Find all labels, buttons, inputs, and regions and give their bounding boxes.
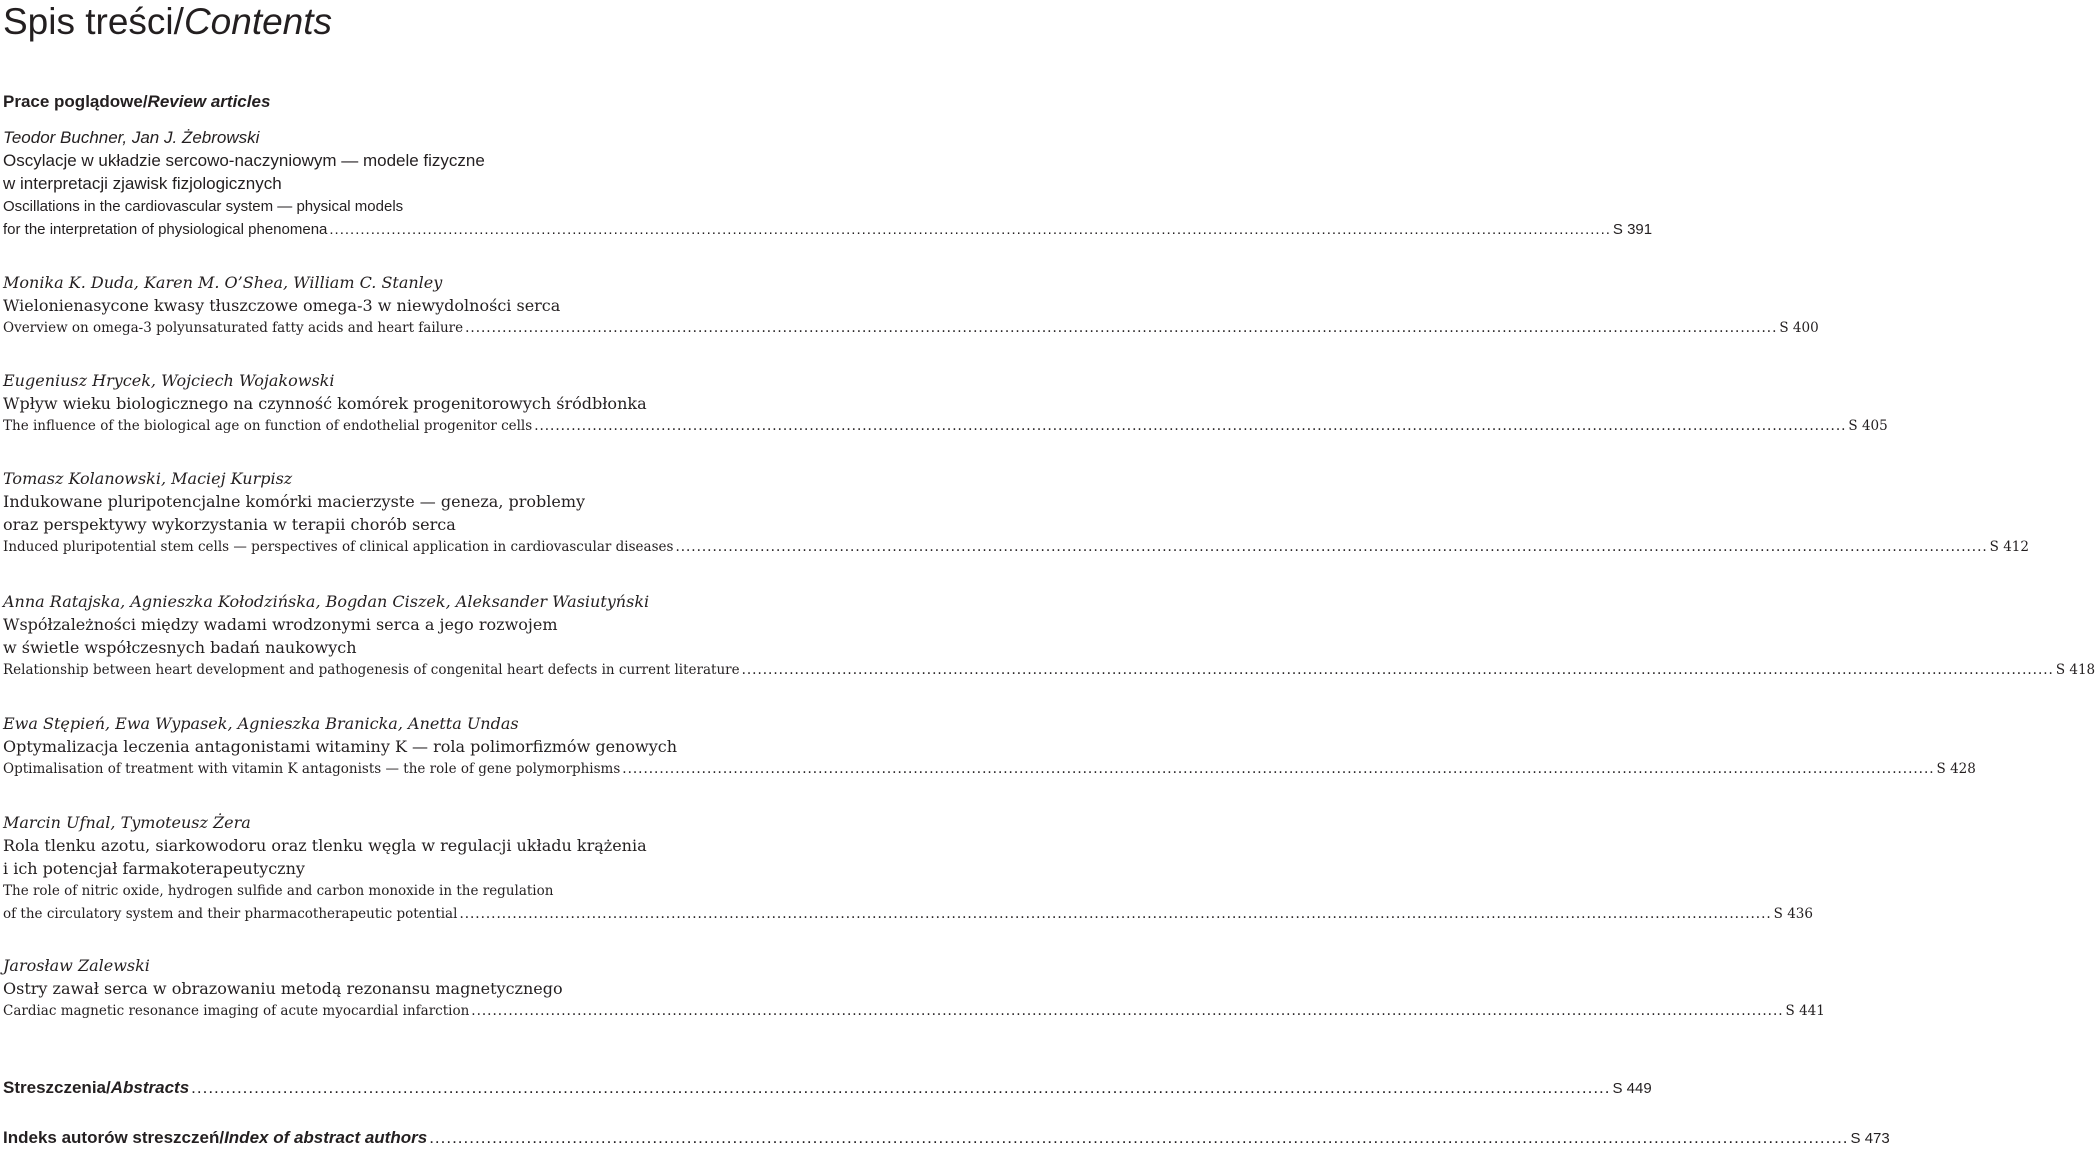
dot-leader [465, 317, 1777, 340]
page-number: S 441 [1785, 1003, 1825, 1019]
entry-authors: Monika K. Duda, Karen M. O’Shea, William C. Stanley [3, 273, 443, 292]
toc-entry-8[interactable] [3, 954, 1825, 1023]
page-number: S 436 [1773, 906, 1813, 922]
page-number: S 405 [1848, 418, 1888, 434]
entry-authors: Tomasz Kolanowski, Maciej Kurpisz [3, 469, 293, 488]
dot-leader [622, 758, 1934, 781]
dot-leader [675, 536, 1987, 559]
entry-title-pl: Indukowane pluripotencjalne komórki macierzyste — geneza, problemy [3, 492, 586, 511]
entry-title-en-with-page: Relationship between heart development and pathogenesis of congenital heart defects in current literature ..... S 418 [3, 659, 960, 682]
entry-authors: Ewa Stępień, Ewa Wypasek, Agnieszka Branicka, Anetta Undas [3, 714, 519, 733]
toc-entry-abstracts[interactable]: Streszczenia/Abstracts ..... S 449 [3, 1076, 960, 1100]
toc-entry-2[interactable] [3, 271, 1819, 340]
dot-leader [429, 1126, 1848, 1150]
toc-entry-1[interactable] [3, 126, 1653, 241]
entry-title-en-with-page: Induced pluripotential stem cells — perspectives of clinical application in cardiovascular diseases ..... S 412 [3, 536, 960, 559]
section-heading-review-articles: Prace poglądowe/Review articles [3, 92, 271, 111]
page-number: S 412 [1989, 539, 2029, 555]
dot-leader [329, 218, 1611, 241]
page-number: S 473 [1850, 1130, 1890, 1147]
entry-title-pl: Ostry zawał serca w obrazowaniu metodą rezonansu magnetycznego [3, 979, 563, 998]
page-number: S 391 [1612, 221, 1653, 238]
entry-title-en-with-page: Cardiac magnetic resonance imaging of acute myocardial infarction ..... S 441 [3, 1000, 960, 1023]
entry-title-pl: Rola tlenku azotu, siarkowodoru oraz tlenku węgla w regulacji układu krążenia [3, 836, 647, 855]
dot-leader [534, 415, 1846, 438]
entry-title-en: The role of nitric oxide, hydrogen sulfide and carbon monoxide in the regulation [3, 883, 554, 899]
page-number: S 428 [1936, 761, 1976, 777]
dot-leader [471, 1000, 1783, 1023]
toc-entry-6[interactable] [3, 712, 1976, 781]
page-number: S 449 [1612, 1080, 1652, 1097]
entry-title-pl: Optymalizacja leczenia antagonistami witaminy K — rola polimorfizmów genowych [3, 737, 677, 756]
toc-entry-7[interactable] [3, 811, 1813, 926]
entry-title-pl: Wpływ wieku biologicznego na czynność komórek progenitorowych śródbłonka [3, 394, 647, 413]
page-title: Spis treści/Contents [3, 1, 333, 42]
entry-authors: Anna Ratajska, Agnieszka Kołodzińska, Bogdan Ciszek, Aleksander Wasiutyński [3, 592, 650, 611]
entry-title-en-with-page: Optimalisation of treatment with vitamin K antagonists — the role of gene polymorphisms ..... S 428 [3, 758, 960, 781]
entry-authors: Marcin Ufnal, Tymoteusz Żera [3, 813, 251, 832]
entry-title-en: Oscillations in the cardiovascular system — physical models [3, 198, 404, 215]
entry-title-pl: i ich potencjał farmakoterapeutyczny [3, 859, 305, 878]
dot-leader [459, 903, 1771, 926]
toc-entry-3[interactable] [3, 369, 1888, 438]
dot-leader [191, 1076, 1610, 1100]
entry-title-pl: Oscylacje w układzie sercowo-naczyniowym — modele fizyczne [3, 151, 485, 170]
entry-title-en-with-page: The influence of the biological age on function of endothelial progenitor cells ..... S 405 [3, 415, 960, 438]
toc-entry-author-index[interactable]: Indeks autorów streszczeń/Index of abstract authors ..... S 473 [3, 1126, 960, 1150]
entry-authors: Jarosław Zalewski [3, 956, 150, 975]
entry-title-pl: Wielonienasycone kwasy tłuszczowe omega-3 w niewydolności serca [3, 296, 561, 315]
entry-title-en-with-page: of the circulatory system and their pharmacotherapeutic potential ..... S 436 [3, 903, 960, 926]
dot-leader [742, 659, 2054, 682]
entry-title-en-with-page: for the interpretation of physiological phenomena ..... S 391 [3, 218, 960, 241]
page-number: S 400 [1779, 320, 1819, 336]
entry-title-pl: oraz perspektywy wykorzystania w terapii chorób serca [3, 515, 456, 534]
toc-entry-5[interactable] [3, 590, 2095, 682]
entry-title-pl: Współzależności między wadami wrodzonymi serca a jego rozwojem [3, 615, 558, 634]
entry-title-pl: w interpretacji zjawisk fizjologicznych [3, 174, 282, 193]
toc-entry-4[interactable] [3, 467, 2029, 559]
entry-authors: Eugeniusz Hrycek, Wojciech Wojakowski [3, 371, 335, 390]
page-number: S 418 [2055, 662, 2095, 678]
entry-authors: Teodor Buchner, Jan J. Żebrowski [3, 128, 260, 147]
entry-title-en-with-page: Overview on omega-3 polyunsaturated fatty acids and heart failure ..... S 400 [3, 317, 960, 340]
entry-title-pl: w świetle współczesnych badań naukowych [3, 638, 357, 657]
